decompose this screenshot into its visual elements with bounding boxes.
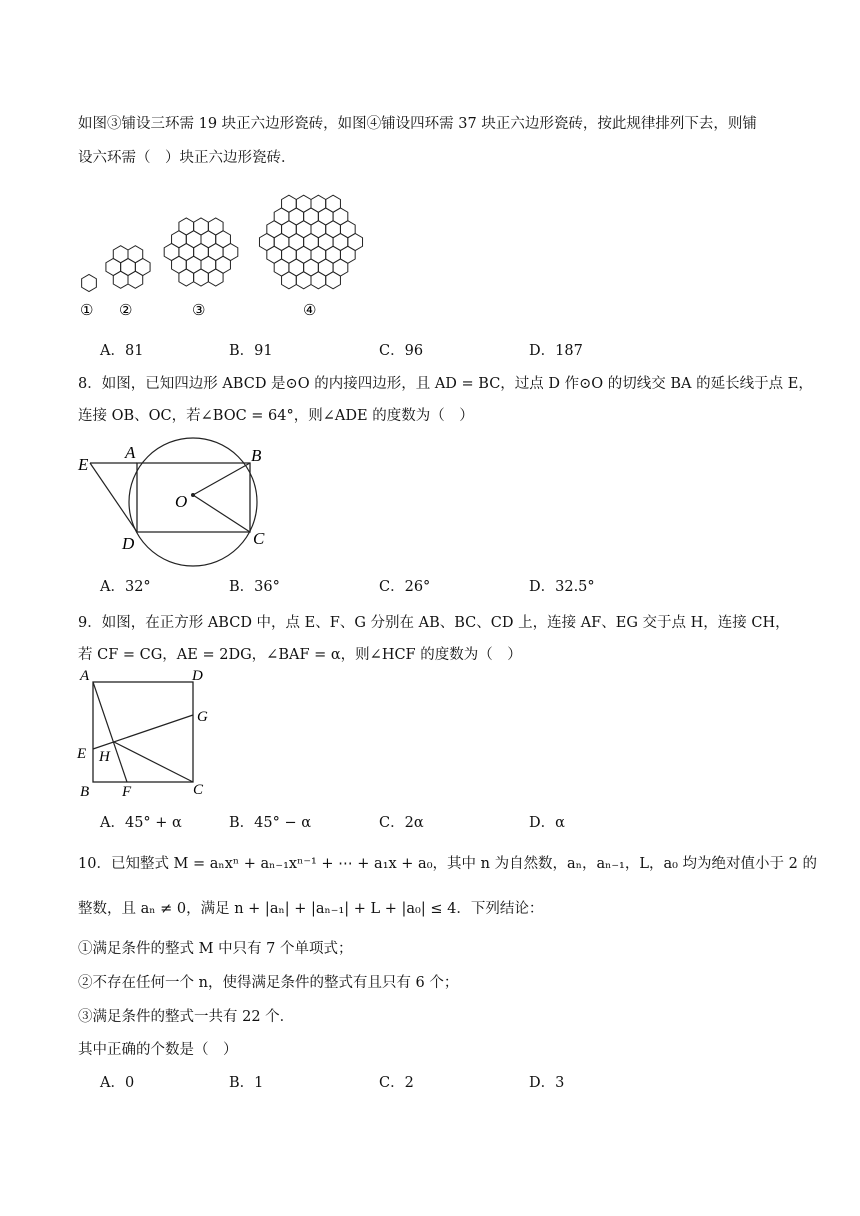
q7-option-b[interactable]: B．91 [229, 343, 273, 359]
q9-text-line1: 9．如图，在正方形 ABCD 中，点 E、F、G 分别在 AB、BC、CD 上，连接 AF、EG 交于点 H，连接 CH， [78, 615, 790, 631]
point-label-d: D [192, 668, 203, 684]
point-label-b: B [251, 446, 262, 465]
q10-statement-2: ②不存在任何一个 n，使得满足条件的整式有且只有 6 个； [78, 975, 459, 991]
q9-text-line2: 若 CF = CG，AE = 2DG，∠BAF = α，则∠HCF 的度数为（ ） [78, 647, 522, 663]
point-label-g: G [197, 709, 208, 725]
q7-option-d[interactable]: D．187 [529, 343, 583, 359]
q10-option-b[interactable]: B．1 [229, 1075, 264, 1091]
square-figure [70, 666, 230, 802]
point-label-d: D [122, 534, 135, 553]
point-label-a: A [80, 668, 90, 684]
point-label-e: E [78, 455, 89, 474]
q10-option-c[interactable]: C．2 [379, 1075, 414, 1091]
hexagon-tile [348, 234, 363, 251]
q7-option-a[interactable]: A．81 [100, 343, 144, 359]
figure-label-1: ① [80, 303, 94, 319]
q8-text-line1: 8．如图，已知四边形 ABCD 是⊙O 的内接四边形，且 AD = BC，过点 D 作⊙O 的切线交 BA 的延长线于点 E， [78, 376, 813, 392]
q8-option-c[interactable]: C．26° [379, 579, 431, 595]
q10-text-line1: 10．已知整式 M = aₙxⁿ + aₙ₋₁xⁿ⁻¹ + ⋯ + a₁x + a₀，其中 n 为自然数，aₙ，aₙ₋₁，L，a₀ 均为绝对值小于 2 的 [78, 856, 818, 872]
q10-option-a[interactable]: A．0 [100, 1075, 135, 1091]
figure-label-4: ④ [303, 303, 317, 319]
point-label-c: C [253, 529, 265, 548]
q8-text-line2: 连接 OB、OC，若∠BOC = 64°，则∠ADE 的度数为（ ） [78, 408, 474, 424]
figure-label-2: ② [119, 303, 133, 319]
q7-option-c[interactable]: C．96 [379, 343, 424, 359]
point-label-a: A [125, 443, 136, 462]
point-label-b: B [80, 784, 90, 800]
q7-text-line2: 设六环需（ ）块正六边形瓷砖． [78, 150, 296, 166]
point-label-h: H [99, 749, 110, 765]
q8-option-a[interactable]: A．32° [100, 579, 151, 595]
q7-text-line1: 如图③铺设三环需 19 块正六边形瓷砖，如图④铺设四环需 37 块正六边形瓷砖，按此规律排列下去，则铺 [78, 116, 757, 132]
hexagon-tile [82, 275, 97, 292]
q9-option-b[interactable]: B．45° − α [229, 815, 312, 831]
point-label-o: O [175, 492, 188, 511]
q9-option-a[interactable]: A．45° + α [100, 815, 182, 831]
q8-option-b[interactable]: B．36° [229, 579, 280, 595]
q8-option-d[interactable]: D．32.5° [529, 579, 595, 595]
q10-text-line2: 整数，且 aₙ ≠ 0，满足 n + |aₙ| + |aₙ₋₁| + L + |a₀| ≤ 4．下列结论： [78, 901, 544, 917]
q10-option-d[interactable]: D．3 [529, 1075, 565, 1091]
q10-statement-1: ①满足条件的整式 M 中只有 7 个单项式； [78, 941, 353, 957]
point-label-e: E [77, 746, 87, 762]
hexagon-tile [223, 244, 238, 261]
point-label-c: C [193, 782, 204, 798]
q10-question: 其中正确的个数是（ ） [78, 1042, 238, 1058]
hexagon-rings-figure [70, 176, 380, 326]
figure-label-3: ③ [192, 303, 206, 319]
q9-option-d[interactable]: D．α [529, 815, 565, 831]
hexagon-tile [135, 259, 150, 276]
circle-quadrilateral-figure [70, 436, 310, 570]
q9-option-c[interactable]: C．2α [379, 815, 424, 831]
point-label-f: F [122, 784, 132, 800]
q10-statement-3: ③满足条件的整式一共有 22 个． [78, 1009, 295, 1025]
